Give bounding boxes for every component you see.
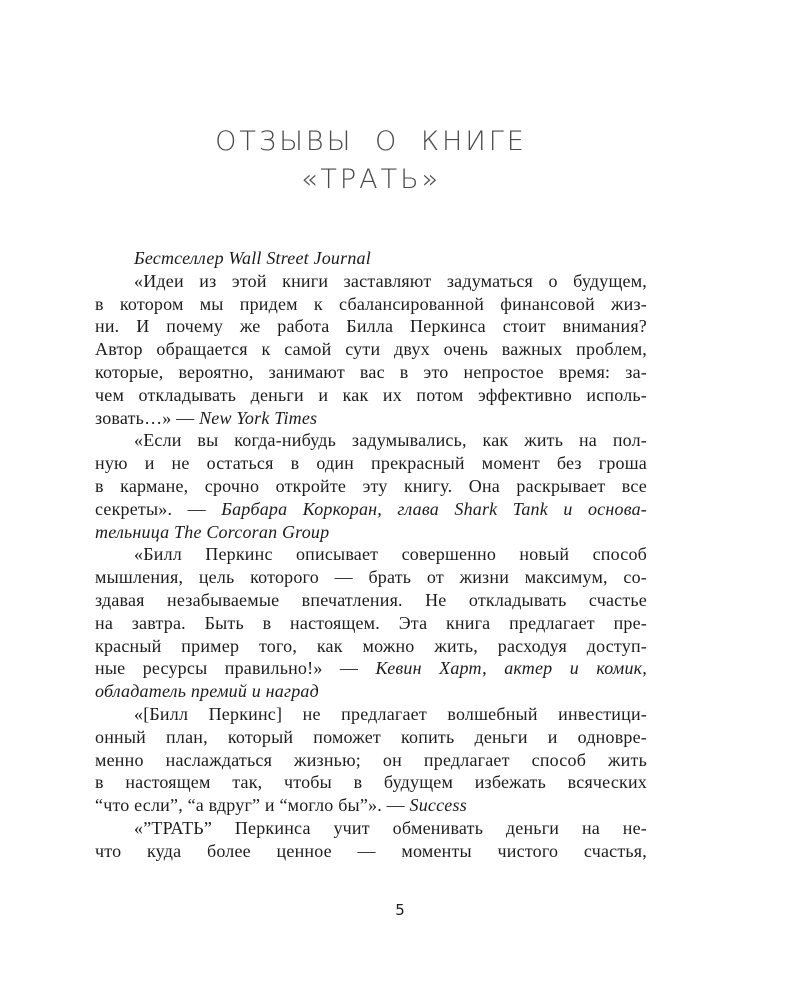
text-line xyxy=(95,657,647,680)
text-line xyxy=(95,589,647,612)
page-title-line-2: «ТРАТЬ» xyxy=(300,164,442,195)
text-line xyxy=(95,794,647,817)
review-text: чем откладывать деньги и как их потом эффективно исполь- xyxy=(95,384,647,405)
text-line xyxy=(95,749,647,772)
review-text: ные ресурсы правильно!» — xyxy=(95,658,376,679)
review-text: онный план, который поможет копить деньги и одновре- xyxy=(95,726,647,747)
reviews-text xyxy=(95,247,647,863)
attribution-text: New York Times xyxy=(199,407,318,428)
text-line xyxy=(95,338,647,361)
review-text: «[Билл Перкинс] не предлагает волшебный инвестици- xyxy=(134,703,647,724)
review-text: «”ТРАТЬ” Перкинса учит обменивать деньги на не- xyxy=(134,817,647,838)
review-text: здавая незабываемые впечатления. Не откладывать счастье xyxy=(95,589,647,610)
review-text: «Билл Перкинс описывает совершенно новый способ xyxy=(134,544,647,565)
text-line xyxy=(95,361,647,384)
text-line xyxy=(95,543,647,566)
text-line xyxy=(95,498,647,521)
text-line xyxy=(95,726,647,749)
review-text: в кармане, срочно откройте эту книгу. Она раскрывает все xyxy=(95,475,647,496)
text-line xyxy=(95,247,647,270)
page-title xyxy=(95,123,647,199)
text-line xyxy=(95,429,647,452)
review-text: ную и не остаться в один прекрасный момент без гроша xyxy=(95,453,647,474)
text-line xyxy=(95,384,647,407)
review-text: на завтра. Быть в настоящем. Эта книга предлагает пре- xyxy=(95,612,647,633)
text-line xyxy=(95,612,647,635)
page-content xyxy=(95,0,647,1000)
review-text: менно наслаждаться жизнью; он предлагает способ жить xyxy=(95,749,647,770)
review-text: ни. И почему же работа Билла Перкинса стоит внимания? xyxy=(95,316,647,337)
text-line xyxy=(95,452,647,475)
text-line xyxy=(95,293,647,316)
review-text: секреты». — xyxy=(95,498,222,519)
text-line xyxy=(95,635,647,658)
text-line xyxy=(95,315,647,338)
attribution-text: Барбара Коркоран, глава Shark Tank и основа- xyxy=(221,498,647,519)
text-line xyxy=(95,566,647,589)
attribution-text: Success xyxy=(409,795,467,816)
attribution-text: Бестселлер Wall Street Journal xyxy=(134,248,371,268)
review-text: в котором мы придем к сбалансированной финансовой жиз- xyxy=(95,293,647,314)
review-text: «Идеи из этой книги заставляют задуматься о будущем, xyxy=(134,270,647,291)
text-line xyxy=(95,840,647,863)
text-line xyxy=(95,680,647,703)
review-text: Автор обращается к самой сути двух очень важных проблем, xyxy=(95,339,647,360)
text-line xyxy=(95,475,647,498)
review-text: что куда более ценное — моменты чистого счастья, xyxy=(95,840,647,861)
page-number: 5 xyxy=(395,901,405,919)
page-title-line-1: ОТЗЫВЫ О КНИГЕ xyxy=(215,126,527,157)
text-line xyxy=(95,771,647,794)
text-line xyxy=(95,817,647,840)
text-line xyxy=(95,270,647,293)
review-text: “что если”, “а вдруг” и “могло бы”». — xyxy=(95,795,410,816)
review-text: мышления, цель которого — брать от жизни максимум, со- xyxy=(95,567,647,588)
review-text: зовать…» — xyxy=(95,407,200,428)
attribution-text: Кевин Харт, актер и комик, xyxy=(375,658,647,679)
attribution-text: тельница The Corcoran Group xyxy=(95,521,330,542)
review-text: «Если вы когда-нибудь задумывались, как жить на пол- xyxy=(134,430,647,451)
review-text: которые, вероятно, занимают вас в это непростое время: за- xyxy=(95,361,647,382)
review-text: красный пример того, как можно жить, расходуя доступ- xyxy=(95,635,647,656)
text-line xyxy=(95,703,647,726)
text-line xyxy=(95,407,647,430)
text-line xyxy=(95,521,647,544)
review-text: в настоящем так, чтобы в будущем избежать всяческих xyxy=(95,772,647,793)
attribution-text: обладатель премий и наград xyxy=(95,681,319,702)
